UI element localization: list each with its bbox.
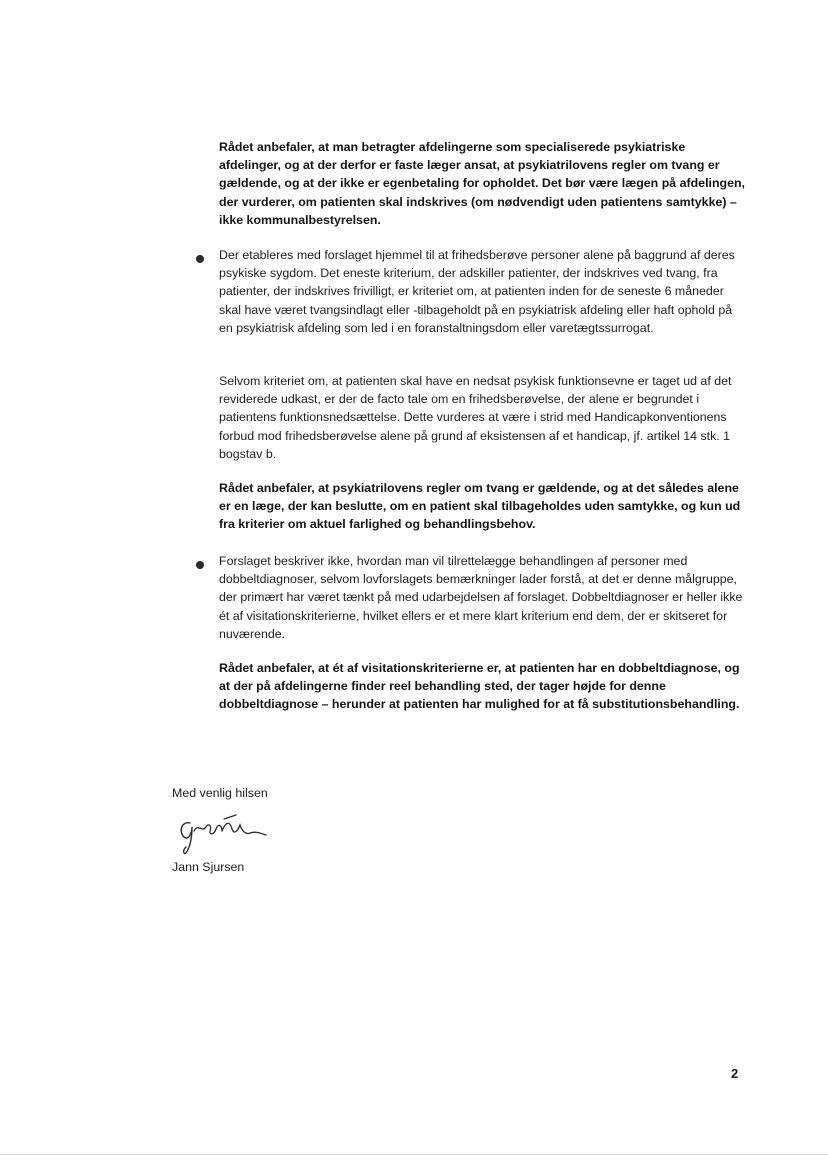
handwritten-signature (176, 811, 274, 855)
recommendation-paragraph-1: Rådet anbefaler, at man betragter afdelingerne som specialiserede psykiatriske afdelinger, og at der derfor er faste læger ansat, at psykiatrilovens regler om tvang er gældende, og at der ikke er egenbetaling for opholdet. Det bør være lægen på afdelingen, der vurderer, om patienten skal indskrives (om nødvendigt uden patientens samtykke) – ikke kommunalbestyrelsen. (219, 140, 745, 227)
body-paragraph-3: Selvom kriteriet om, at patienten skal have en nedsat psykisk funktionsevne er taget ud af det reviderede udkast, er der de facto tale om en frihedsberøvelse, der alene er begrundet i patientens funktionsnedsættelse. Dette vurderes at være i strid med Handicapkonventionens forbud mod frihedsberøvelse alene på grund af eksistensen af et handicap, jf. artikel 14 stk. 1 bogstav b. (219, 374, 732, 461)
bullet-paragraph-1: Der etableres med forslaget hjemmel til at frihedsberøve personer alene på baggrund af deres psykiske sygdom. Det eneste kriterium, der adskiller patienter, der indskrives ved tvang, fra patienter, der indskrives frivilligt, er kriteriet om, at patienten inden for de seneste 6 måneder skal have været tvangsindlagt eller -tilbageholdt på en psykiatrisk afdeling eller haft ophold på en psykiatrisk afdeling som led i en foranstaltningsdom eller varetægtssurrogat. (219, 248, 735, 335)
recommendation-paragraph-6: Rådet anbefaler, at ét af visitationskriterierne er, at patienten har en dobbeltdiagnose, og at der på afdelingerne finder reel behandling sted, der tager højde for denne dobbeltdiagnose – herunder at patienten har mulighed for at få substitutionsbehandling. (219, 661, 740, 712)
page-number: 2 (731, 1066, 739, 1081)
signer-name: Jann Sjursen (172, 860, 245, 874)
bullet-paragraph-2: Forslaget beskriver ikke, hvordan man vil tilrettelægge behandlingen af personer med dobbeltdiagnoser, selvom lovforslagets bemærkninger lader forstå, at det er denne målgruppe, der primært har været tænkt på med udarbejdelsen af forslaget. Dobbeltdiagnoser er heller ikke ét af visitationskriterierne, hvilket ellers er et mere klart kriterium end dem, der er skitseret for nuværende. (219, 554, 743, 641)
scan-edge-line (0, 1154, 828, 1155)
closing-greeting: Med venlig hilsen (172, 786, 268, 800)
recommendation-paragraph-4: Rådet anbefaler, at psykiatrilovens regler om tvang er gældende, og at det således alene er en læge, der kan beslutte, om en patient skal tilbageholdes uden samtykke, og kun ud fra kriterier om aktuel farlighed og behandlingsbehov. (219, 481, 741, 532)
bullet-dot-icon (196, 255, 204, 263)
bullet-dot-icon (196, 561, 204, 569)
